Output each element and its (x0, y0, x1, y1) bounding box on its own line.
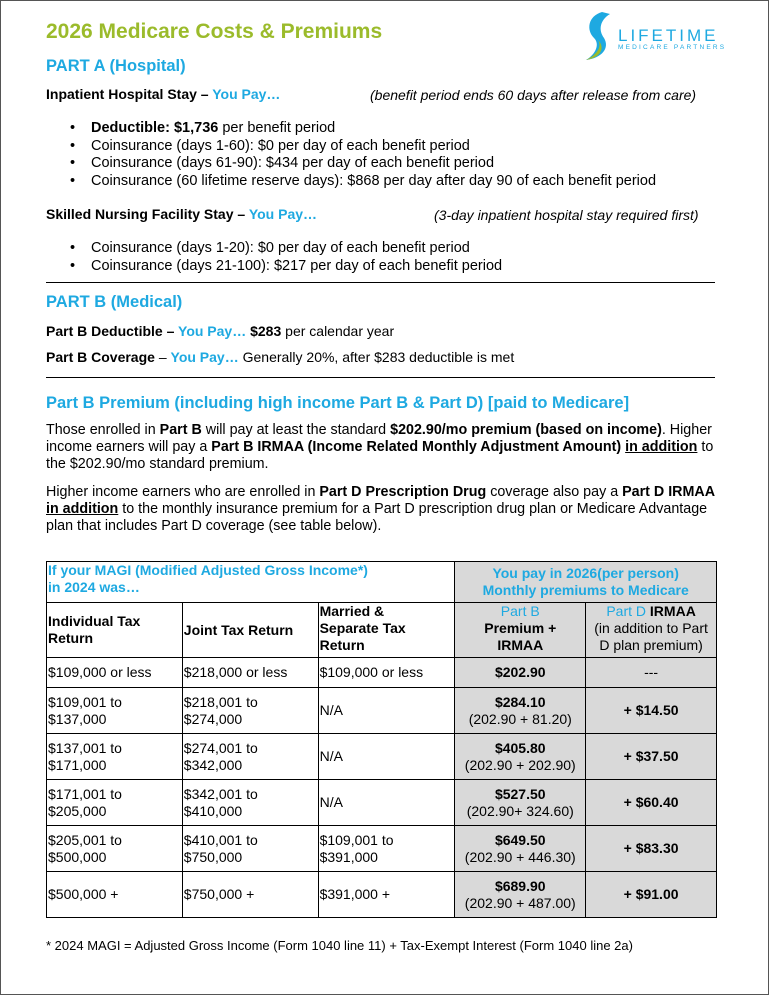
inpatient-list (70, 120, 656, 190)
lifetime-logo (580, 8, 740, 64)
part-b-coverage: Part B Coverage – You Pay… Generally 20%, after $283 deductible is met (46, 349, 515, 365)
premium-paragraph-2: Higher income earners who are enrolled in Part D Prescription Drug coverage also pay a Part D IRMAA in addition to the monthly insurance premium for a Part D prescription drug plan or Medicare Advantage plan that includes Part D coverage (see table below). (46, 484, 716, 534)
col-part-d: Part D IRMAA (in addition to Part D plan premium) (586, 603, 717, 658)
table-row: $109,000 or less $218,000 or less $109,000 or less $202.90 --- (47, 658, 717, 688)
table-row: $171,001 to $205,000 $342,001 to $410,000 N/A $527.50 (202.90+ 324.60) + $60.40 (47, 780, 717, 826)
logo-name: LIFETIME (618, 26, 719, 45)
divider (46, 282, 715, 283)
part-b-heading: PART B (Medical) (46, 293, 183, 311)
magi-header: If your MAGI (Modified Adjusted Gross Income*) in 2024 was… (47, 562, 455, 603)
inpatient-note: (benefit period ends 60 days after release from care) (370, 87, 697, 103)
premium-heading: Part B Premium (including high income Part B & Part D) [paid to Medicare] (46, 394, 630, 412)
list-item: • Coinsurance (60 lifetime reserve days): $868 per day after day 90 of each benefit period (70, 173, 656, 191)
table-row: $137,001 to $171,000 $274,001 to $342,000 N/A $405.80 (202.90 + 202.90) + $37.50 (47, 734, 717, 780)
list-item: • Deductible: $1,736 per benefit period (70, 120, 656, 138)
list-item: • Coinsurance (days 1-20): $0 per day of each benefit period (70, 240, 502, 258)
part-a-heading: PART A (Hospital) (46, 57, 186, 75)
table-row: $109,001 to $137,000 $218,001 to $274,000 N/A $284.10 (202.90 + 81.20) + $14.50 (47, 688, 717, 734)
table-row: $500,000 + $750,000 + $391,000 + $689.90 (202.90 + 487.00) + $91.00 (47, 872, 717, 918)
list-item: • Coinsurance (days 61-90): $434 per day of each benefit period (70, 155, 656, 173)
col-individual: Individual Tax Return (47, 603, 183, 658)
footnote: * 2024 MAGI = Adjusted Gross Income (Form 1040 line 11) + Tax-Exempt Interest (Form 1040 line 2a) (46, 938, 633, 953)
logo-tagline: MEDICARE PARTNERS (618, 44, 727, 51)
list-item: • Coinsurance (days 21-100): $217 per day of each benefit period (70, 258, 502, 276)
col-married: Married & Separate Tax Return (318, 603, 455, 658)
pay-header: You pay in 2026(per person) Monthly premiums to Medicare (455, 562, 717, 603)
snf-heading: Skilled Nursing Facility Stay – You Pay… (46, 206, 318, 222)
table-column-header-row (47, 603, 717, 658)
col-part-b: Part B Premium + IRMAA (455, 603, 586, 658)
premium-paragraph-1: Those enrolled in Part B will pay at least the standard $202.90/mo premium (based on income). Higher income earners will pay a Part B IRMAA (Income Related Monthly Adjustment Amount) in addition to the $202.90/mo standard premium. (46, 422, 714, 472)
list-item: • Coinsurance (days 1-60): $0 per day of each benefit period (70, 138, 656, 156)
table-header-row (47, 562, 717, 603)
inpatient-heading: Inpatient Hospital Stay – You Pay… (46, 86, 281, 102)
table-row: $205,001 to $500,000 $410,001 to $750,000 $109,001 to $391,000 $649.50 (202.90 + 446.30) + $83.30 (47, 826, 717, 872)
divider (46, 377, 715, 378)
col-joint: Joint Tax Return (182, 603, 318, 658)
part-b-deductible: Part B Deductible – You Pay… $283 per calendar year (46, 323, 395, 339)
irmaa-table (46, 561, 717, 918)
page-title: 2026 Medicare Costs & Premiums (46, 20, 383, 43)
snf-list (70, 240, 502, 275)
snf-note: (3-day inpatient hospital stay required first) (434, 207, 699, 223)
